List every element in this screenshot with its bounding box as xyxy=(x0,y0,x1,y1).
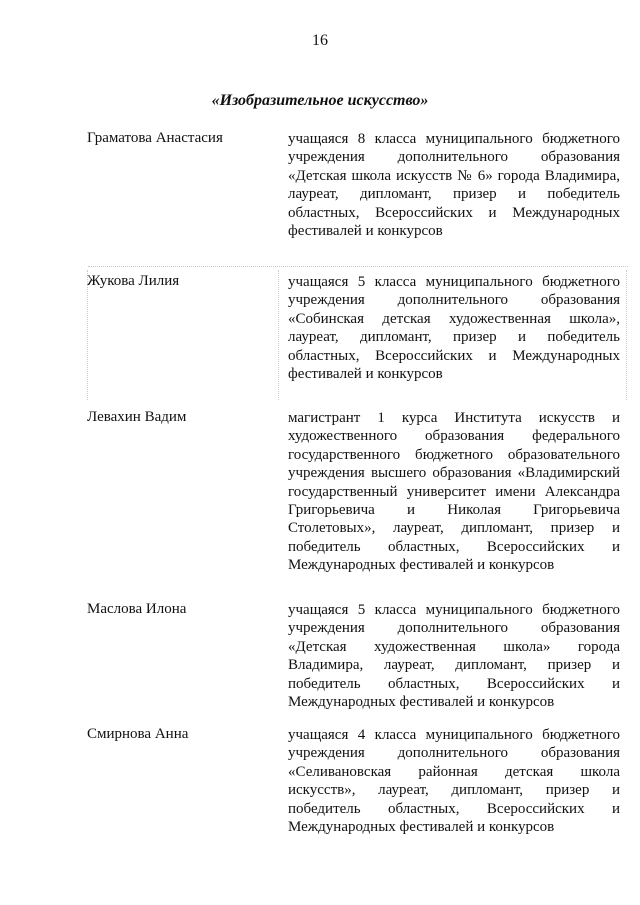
entry-name: Левахин Вадим xyxy=(87,409,187,425)
entry-description: учащаяся 5 класса муниципального бюджетного учреждения дополнительного образования «Детская художественная школа» города Владимира, лауреат, дипломант, призер и победитель областных, Всероссийских и Международных фестивалей и конкурсов xyxy=(288,602,620,711)
entry-description: учащаяся 8 класса муниципального бюджетного учреждения дополнительного образования «Детская школа искусств № 6» города Владимира, лауреат, дипломант, призер и победитель областных, Всероссийских и Международных фестивалей и конкурсов xyxy=(288,131,620,240)
entry-name: Жукова Лилия xyxy=(87,273,180,289)
entry-name: Граматова Анастасия xyxy=(87,130,223,146)
entry-name: Маслова Илона xyxy=(87,601,187,617)
scan-artifact-line xyxy=(88,266,628,267)
entry-description: учащаяся 4 класса муниципального бюджетного учреждения дополнительного образования «Селивановская районная детская школа искусств», лауреат, дипломант, призер и победитель областных, Всероссийских и Международных фестивалей и конкурсов xyxy=(288,727,620,836)
entry-description: учащаяся 5 класса муниципального бюджетного учреждения дополнительного образования «Собинская детская художественная школа», лауреат, дипломант, призер и победитель областных, Всероссийских и Международных фестивалей и конкурсов xyxy=(288,274,620,383)
entry-description: магистрант 1 курса Института искусств и художественного образования федерального государственного бюджетного образовательного учреждения высшего образования «Владимирский государственный университет имени Александра Григорьевича и Николая Григорьевича Столетовых», лауреат, дипломант, призер и победитель областных, Всероссийских и Международных фестивалей и конкурсов xyxy=(288,410,620,574)
entry-name: Смирнова Анна xyxy=(87,726,189,742)
page-number: 16 xyxy=(312,32,328,49)
section-title: «Изобразительное искусство» xyxy=(211,92,429,109)
scan-artifact-line xyxy=(278,270,279,400)
scan-artifact-line xyxy=(626,270,627,400)
